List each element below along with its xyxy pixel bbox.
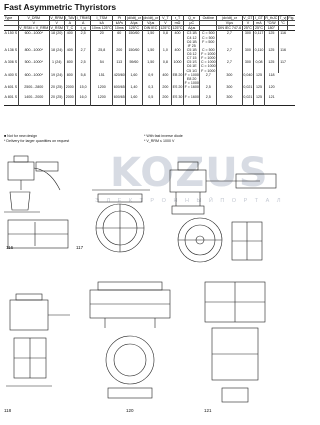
column-header: V/μs xyxy=(142,21,159,26)
column-header: 125°C xyxy=(126,26,142,31)
table-cell: 20 (25) xyxy=(49,85,64,95)
table-cell: 1,50 xyxy=(142,48,159,60)
column-header: V_T xyxy=(159,16,171,21)
column-header: T_C xyxy=(64,26,76,31)
table-cell: 125 xyxy=(254,73,265,85)
column-header: V xyxy=(159,21,171,26)
column-header: I_TRMS xyxy=(76,16,90,20)
table-cell: 400 xyxy=(159,73,171,85)
column-header: mΩ xyxy=(171,21,183,26)
column-header: 10ms 125°C xyxy=(91,26,112,31)
table-cell: 20 (25) xyxy=(49,95,64,106)
table-cell: 150/60 xyxy=(126,31,142,48)
table-cell: 151 xyxy=(91,73,113,85)
table-cell: 116 xyxy=(278,48,287,60)
table-cell: C = 1000 C = 1000 F = 1000 xyxy=(200,60,216,73)
column-header: V_GT xyxy=(243,16,253,20)
column-header: °C xyxy=(278,21,287,26)
outline-drawings xyxy=(0,150,300,425)
column-header: V xyxy=(242,21,253,26)
table-cell: 125 xyxy=(264,60,278,72)
table-cell: 125 xyxy=(264,48,278,60)
table-cell: 2000 xyxy=(64,85,76,95)
table-cell: 54 xyxy=(91,60,113,72)
table-cell: 0,021 xyxy=(242,95,253,106)
table-cell: 1,50 xyxy=(142,31,159,48)
column-header: (dv/dt)_cr xyxy=(143,16,159,20)
table-row xyxy=(4,31,295,48)
table-cell: 125 xyxy=(264,31,278,48)
table-cell: 400 xyxy=(64,48,76,60)
outline-drawing-disc xyxy=(178,218,262,262)
table-cell: 0,8 xyxy=(159,31,171,48)
table-cell: 420/60 xyxy=(113,73,126,85)
column-header: °C/W xyxy=(264,21,278,26)
table-cell: C5 1S C6 1E C5 1G xyxy=(184,60,200,72)
table-cell: 0,3 xyxy=(142,85,159,95)
table-cell: 2,7 xyxy=(200,73,217,85)
figure-label-121: 121 xyxy=(204,408,212,413)
column-header: T_vj xyxy=(279,16,287,20)
table-cell: 600...1000* xyxy=(18,73,49,85)
column-header: 10ms xyxy=(113,26,126,31)
table-cell: 5,8 xyxy=(76,73,91,85)
column-header: V/μs xyxy=(217,21,243,26)
column-header: DIN IEC 747-6 xyxy=(217,26,242,31)
table-cell: 16,0 xyxy=(76,95,91,106)
table-cell: C = 500 C = 500 F = 500 xyxy=(200,31,217,48)
table-cell: F = 1600 xyxy=(184,95,200,106)
table-cell: 0,08 xyxy=(254,60,265,72)
column-header: Q_rr xyxy=(184,16,200,21)
table-cell: 117 xyxy=(278,60,287,72)
table-cell: 600...1000* xyxy=(18,31,49,48)
table-cell: 300 xyxy=(217,73,243,85)
column-header: Type xyxy=(4,16,18,21)
table-cell: A 400 S xyxy=(4,72,18,77)
table-cell: 500...1000* xyxy=(18,60,49,72)
outline-drawing-stud xyxy=(170,162,276,214)
table-cell: F = 1000 E8 20 F = 1000 xyxy=(184,72,199,85)
footnote: * Delivery for larger quantities on request xyxy=(4,139,70,144)
column-header: V_RSM xyxy=(50,26,63,31)
table-cell: 125 xyxy=(254,95,265,106)
table-cell: 2,5 xyxy=(76,31,91,48)
table-cell: A 601 S xyxy=(4,85,18,89)
column-header: V xyxy=(18,21,49,26)
spec-table xyxy=(4,15,295,106)
table-cell: 300 xyxy=(217,85,243,95)
column-header: 25°C xyxy=(243,26,252,31)
footnote: * V_RRM ≤ 1000 V xyxy=(144,139,175,144)
table-cell: 2,7 xyxy=(217,31,243,48)
outline-drawing-118 xyxy=(6,294,70,386)
column-header: I_TAV xyxy=(65,16,75,20)
table-cell: 400 xyxy=(171,31,183,48)
table-cell: 600/65 xyxy=(113,85,126,95)
table-cell: 800...1000* xyxy=(18,48,49,60)
table-cell: A 801 S xyxy=(4,95,18,99)
table-row xyxy=(4,48,295,60)
outline-drawing-117 xyxy=(92,190,150,252)
table-cell: 0,110 xyxy=(254,48,265,60)
column-header: μC xyxy=(184,21,200,26)
table-cell: 1,60 xyxy=(126,95,142,106)
table-cell: 120 xyxy=(264,85,278,95)
column-header: (dv/dt)_cr xyxy=(217,16,243,21)
figure-label-120: 120 xyxy=(126,408,134,413)
table-cell: 1200 xyxy=(91,85,113,95)
table-cell: 0,5 xyxy=(142,95,159,106)
table-cell: 150/60 xyxy=(126,48,142,60)
column-header: (di/dt)_cr xyxy=(126,16,142,20)
table-cell: 600/65 xyxy=(113,95,126,106)
table-cell: 0,021 xyxy=(242,85,253,95)
column-header: A xyxy=(76,21,91,26)
column-header: V_DRM xyxy=(18,16,49,21)
column-header: Fig. xyxy=(288,16,295,20)
column-header: A xyxy=(64,21,76,26)
column-header: V_RSM = V_RRM xyxy=(19,26,49,31)
table-cell: 0,117 xyxy=(254,31,265,48)
table-cell: 1000 xyxy=(171,60,183,72)
column-header: kA xyxy=(91,21,113,26)
table-cell: 0,8 xyxy=(159,60,171,72)
table-row xyxy=(4,73,295,85)
table-cell: 20 xyxy=(91,31,113,48)
table-cell: 1 (24) xyxy=(49,60,64,72)
table-cell: 1,40 xyxy=(126,85,142,95)
table-cell: 200 xyxy=(159,95,171,106)
column-header: I_GT xyxy=(255,16,263,20)
table-cell: 2,7 xyxy=(76,48,91,60)
table-row xyxy=(4,95,295,106)
table-cell: 300 xyxy=(217,95,243,106)
footnote: ■ Not for new design xyxy=(4,134,38,138)
column-header: I²t xyxy=(113,16,126,21)
table-cell: 1,50 xyxy=(142,60,159,72)
table-cell: 1,0 xyxy=(159,48,171,60)
figure-label-116: 116 xyxy=(6,245,14,250)
table-row xyxy=(4,85,295,95)
column-header: 25°C xyxy=(254,26,264,31)
table-cell: 60 xyxy=(113,31,126,48)
table-cell: ES 20 xyxy=(171,85,183,95)
column-header: V_RRM xyxy=(50,16,63,20)
table-cell: 116 xyxy=(278,31,287,48)
table-cell: A 136 S xyxy=(4,47,18,52)
table-cell: 121 xyxy=(264,95,278,106)
table-cell: 400 xyxy=(64,31,76,48)
table-cell: 25,8 xyxy=(91,48,113,60)
table-row xyxy=(4,60,295,72)
column-header: A/μs xyxy=(126,21,142,26)
page-title: Fast Asymmetric Thyristors xyxy=(4,2,117,12)
table-cell: 300 xyxy=(242,60,253,72)
column-header: mA xyxy=(254,21,265,26)
table-cell: 2,5 xyxy=(200,95,217,106)
table-cell: 1200 xyxy=(91,95,113,106)
outline-drawing-116 xyxy=(4,156,68,248)
table-cell: ES 30 xyxy=(171,95,183,106)
table-cell: A 150 S xyxy=(4,31,18,36)
column-header: kA²s xyxy=(113,21,126,26)
table-cell: 18 (24) xyxy=(49,48,64,60)
table-cell: 400 xyxy=(171,48,183,60)
table-cell: 800 xyxy=(64,60,76,72)
table-cell: 300 xyxy=(242,48,253,60)
outline-drawing-120 xyxy=(90,282,170,398)
table-cell: 0,9 xyxy=(142,73,159,85)
table-cell: 1400...2000 xyxy=(18,95,49,106)
footnote: * With fast inverse diode xyxy=(144,134,183,138)
figure-label-117: 117 xyxy=(76,245,84,250)
table-cell: 2,7 xyxy=(217,48,243,60)
table-cell: 2,7 xyxy=(217,60,243,72)
column-header: r_T xyxy=(171,16,183,21)
table-cell: A 306 S xyxy=(4,60,18,65)
column-header: A/μs xyxy=(184,26,200,31)
table-cell: F = 1600 xyxy=(184,85,200,95)
table-cell: 200 xyxy=(159,85,171,95)
outline-drawing-121 xyxy=(205,282,265,402)
table-cell: 118 xyxy=(264,73,278,85)
column-header xyxy=(287,26,295,31)
table-cell: C5 1B C6 12 C7 15 xyxy=(184,48,200,60)
table-cell: C = 500 F = 1000 F = 1000 xyxy=(201,47,216,61)
watermark-logo: KOZUS xyxy=(110,150,269,196)
column-header: I_TSM xyxy=(91,16,113,21)
table-cell: 15,0 xyxy=(76,85,91,95)
column-header: Outline xyxy=(200,16,217,21)
column-header: 125°C xyxy=(160,26,171,31)
column-header: V xyxy=(49,21,64,26)
table-cell: 59/60 xyxy=(126,60,142,72)
table-cell: 300 xyxy=(242,31,253,48)
table-cell: 19 (24) xyxy=(49,73,64,85)
table-cell: 200 xyxy=(113,48,126,60)
watermark-subtitle: Э Л Е К Т Р О Н Н Ы Й П О Р Т А Л xyxy=(95,198,284,204)
table-cell: 2,5 xyxy=(200,85,217,95)
figure-label-118: 118 xyxy=(4,408,12,413)
table-cell: 1,60 xyxy=(126,73,142,85)
column-header: DIN IEC xyxy=(142,26,159,31)
table-cell: 125 xyxy=(254,85,265,95)
table-cell: 2500...2800 xyxy=(18,85,49,95)
column-header: R_thJC xyxy=(265,16,278,20)
column-header: 125°C xyxy=(172,26,183,31)
table-cell: 2000 xyxy=(64,95,76,106)
table-cell: 113 xyxy=(113,60,126,72)
column-header: 180° xyxy=(264,26,278,31)
table-cell: 800 xyxy=(64,73,76,85)
column-header: t_q xyxy=(76,26,91,31)
table-cell: 0,040 xyxy=(242,73,253,85)
table-cell: 18 (20) xyxy=(49,31,64,48)
table-cell: C3 1B C4 12 C6 1B IF 25 xyxy=(184,31,200,48)
table-cell: EB 20 xyxy=(171,73,183,85)
table-cell: 2,5 xyxy=(76,60,91,72)
